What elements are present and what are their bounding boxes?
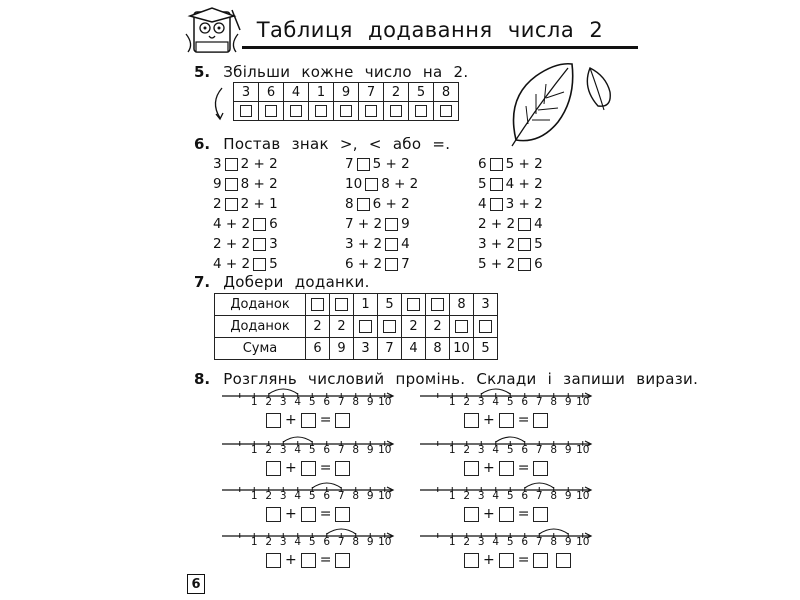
sum-box[interactable] <box>335 413 350 428</box>
addend-box[interactable] <box>464 553 479 568</box>
tick-label: 6 <box>323 536 331 548</box>
comparison-box[interactable] <box>490 198 503 211</box>
equals-sign: = <box>517 552 530 568</box>
page-number: 6 <box>187 574 205 594</box>
inequality-item <box>478 256 543 272</box>
tick-label: 8 <box>550 490 558 502</box>
addend-box[interactable] <box>464 413 479 428</box>
sum-box[interactable] <box>335 507 350 522</box>
tick-label: 1 <box>250 444 258 456</box>
answer-cell <box>309 102 334 121</box>
comparison-box[interactable] <box>365 178 378 191</box>
tick-label: 3 <box>477 444 485 456</box>
inequality-item <box>478 156 543 172</box>
answer-box[interactable] <box>407 298 420 311</box>
tick-label: 7 <box>535 444 543 456</box>
answer-cell <box>234 102 259 121</box>
page-title: Таблиця додавання числа 2 <box>256 18 604 42</box>
number-line <box>222 478 402 526</box>
number-cell: 6 <box>259 83 284 102</box>
sum-box[interactable] <box>335 461 350 476</box>
comparison-box[interactable] <box>490 158 503 171</box>
comparison-box[interactable] <box>225 198 238 211</box>
comparison-box[interactable] <box>385 258 398 271</box>
right-expression: 6 + 2 <box>372 196 410 212</box>
left-expression: 5 + 2 <box>478 256 516 272</box>
right-expression: 2 + 1 <box>240 196 278 212</box>
tick-label: 7 <box>535 396 543 408</box>
tick-label: 7 <box>337 536 345 548</box>
answer-box[interactable] <box>315 105 327 117</box>
inequality-item <box>345 216 410 232</box>
comparison-box[interactable] <box>357 158 370 171</box>
table-cell: 5 <box>474 338 498 360</box>
addend-box[interactable] <box>301 507 316 522</box>
answer-box[interactable] <box>365 105 377 117</box>
right-expression: 4 <box>401 236 410 252</box>
task-5-table <box>233 82 459 121</box>
inequality-item <box>345 156 410 172</box>
answer-box[interactable] <box>390 105 402 117</box>
number-cell: 1 <box>309 83 334 102</box>
tick-label: 2 <box>463 396 471 408</box>
plus-sign: + <box>285 460 297 476</box>
right-expression: 8 + 2 <box>240 176 278 192</box>
comparison-box[interactable] <box>490 178 503 191</box>
tick-label: 5 <box>308 444 316 456</box>
tick-label: 9 <box>366 444 374 456</box>
equals-sign: = <box>517 506 530 522</box>
tick-label: 1 <box>250 490 258 502</box>
tick-label: 2 <box>265 444 273 456</box>
equals-sign: = <box>517 460 530 476</box>
answer-box[interactable] <box>455 320 468 333</box>
small-leaf-illustration <box>582 64 616 112</box>
tick-label: 6 <box>323 444 331 456</box>
sum-box[interactable] <box>533 507 548 522</box>
comparison-box[interactable] <box>518 218 531 231</box>
large-leaf-illustration <box>506 58 578 148</box>
tick-label: 3 <box>279 396 287 408</box>
plus-sign: + <box>483 412 495 428</box>
tick-label: 2 <box>463 536 471 548</box>
tick-label: 3 <box>477 536 485 548</box>
inequality-item <box>345 256 410 272</box>
right-expression: 5 + 2 <box>372 156 410 172</box>
answer-box[interactable] <box>359 320 372 333</box>
answer-box[interactable] <box>340 105 352 117</box>
number-line <box>222 524 402 572</box>
tick-label: 4 <box>492 490 500 502</box>
tick-label: 5 <box>506 396 514 408</box>
comparison-box[interactable] <box>385 238 398 251</box>
tick-label: 9 <box>564 444 572 456</box>
addend-box[interactable] <box>499 461 514 476</box>
inequality-item <box>213 196 278 212</box>
tick-label: 5 <box>506 536 514 548</box>
task-number: 7. <box>194 273 211 291</box>
number-line <box>420 432 600 480</box>
expression-row <box>262 552 354 568</box>
addend-box[interactable] <box>464 507 479 522</box>
expression-row <box>460 412 552 428</box>
right-expression: 9 <box>401 216 410 232</box>
left-expression: 3 + 2 <box>478 236 516 252</box>
tick-label: 8 <box>550 444 558 456</box>
addend-box[interactable] <box>266 507 281 522</box>
left-expression: 2 <box>213 196 222 212</box>
tick-label: 5 <box>506 444 514 456</box>
tick-label: 10 <box>576 490 590 502</box>
right-expression: 5 + 2 <box>505 156 543 172</box>
addend-box[interactable] <box>301 553 316 568</box>
table-cell: 1 <box>354 294 378 316</box>
table-cell <box>306 294 330 316</box>
tick-label: 10 <box>576 536 590 548</box>
title-underline <box>242 46 638 49</box>
sum-box[interactable] <box>533 553 548 568</box>
answer-cell <box>259 102 284 121</box>
inequality-item <box>478 176 543 192</box>
left-expression: 6 + 2 <box>345 256 383 272</box>
plus-sign: + <box>285 412 297 428</box>
tick-label: 9 <box>366 490 374 502</box>
addend-box[interactable] <box>499 507 514 522</box>
inequality-item <box>213 216 278 232</box>
tick-label: 1 <box>448 444 456 456</box>
equals-sign: = <box>319 552 332 568</box>
comparison-box[interactable] <box>253 218 266 231</box>
left-expression: 4 + 2 <box>213 216 251 232</box>
answer-box[interactable] <box>311 298 324 311</box>
table-cell: 4 <box>402 338 426 360</box>
tick-label: 4 <box>294 396 302 408</box>
inequality-item <box>213 256 278 272</box>
table-cell: 2 <box>426 316 450 338</box>
inequality-item <box>345 196 410 212</box>
tick-label: 2 <box>265 536 273 548</box>
table-row <box>215 294 498 316</box>
answer-cell <box>409 102 434 121</box>
table-cell <box>426 294 450 316</box>
number-cell: 8 <box>434 83 459 102</box>
right-expression: 3 + 2 <box>505 196 543 212</box>
tick-label: 6 <box>521 536 529 548</box>
equals-sign: = <box>319 460 332 476</box>
answer-box[interactable] <box>383 320 396 333</box>
table-cell: 8 <box>450 294 474 316</box>
tick-label: 8 <box>352 444 360 456</box>
plus-sign: + <box>483 506 495 522</box>
inequality-item <box>478 216 543 232</box>
tick-label: 2 <box>265 490 273 502</box>
left-expression: 7 <box>345 156 354 172</box>
left-expression: 6 <box>478 156 487 172</box>
tick-label: 10 <box>576 444 590 456</box>
tick-label: 9 <box>564 536 572 548</box>
tick-label: 8 <box>352 536 360 548</box>
tick-label: 10 <box>378 536 392 548</box>
tick-label: 7 <box>535 490 543 502</box>
plus-sign: + <box>483 460 495 476</box>
answer-box[interactable] <box>240 105 252 117</box>
tick-label: 6 <box>521 396 529 408</box>
comparison-box[interactable] <box>225 178 238 191</box>
answer-box[interactable] <box>479 320 492 333</box>
right-expression: 7 <box>401 256 410 272</box>
right-expression: 4 <box>534 216 543 232</box>
tick-label: 4 <box>294 536 302 548</box>
row-label: Сума <box>215 338 306 360</box>
task-5-heading <box>194 62 468 81</box>
tick-label: 10 <box>378 490 392 502</box>
tick-label: 5 <box>506 490 514 502</box>
left-expression: 8 <box>345 196 354 212</box>
tick-label: 7 <box>337 490 345 502</box>
tick-label: 7 <box>535 536 543 548</box>
answer-box[interactable] <box>440 105 452 117</box>
answer-cell <box>434 102 459 121</box>
number-cell: 7 <box>359 83 384 102</box>
table-cell: 3 <box>474 294 498 316</box>
tick-label: 4 <box>294 444 302 456</box>
answer-cell <box>359 102 384 121</box>
number-line <box>420 478 600 526</box>
tick-label: 1 <box>448 536 456 548</box>
comparison-box[interactable] <box>518 238 531 251</box>
left-expression: 9 <box>213 176 222 192</box>
inequality-item <box>478 236 543 252</box>
left-expression: 3 <box>213 156 222 172</box>
tick-label: 9 <box>564 396 572 408</box>
tick-label: 7 <box>337 444 345 456</box>
tick-label: 9 <box>366 536 374 548</box>
number-cell: 5 <box>409 83 434 102</box>
tick-label: 3 <box>477 396 485 408</box>
tick-label: 4 <box>492 444 500 456</box>
sum-box[interactable] <box>533 461 548 476</box>
number-line <box>420 524 600 572</box>
table-row <box>215 338 498 360</box>
table-cell <box>474 316 498 338</box>
answer-cell <box>384 102 409 121</box>
table-cell: 2 <box>306 316 330 338</box>
task-instruction: Постав знак >, < або =. <box>223 135 451 153</box>
expression-row <box>262 412 354 428</box>
tick-label: 2 <box>463 444 471 456</box>
tick-label: 4 <box>294 490 302 502</box>
comparison-box[interactable] <box>385 218 398 231</box>
answer-cell <box>334 102 359 121</box>
number-cell: 3 <box>234 83 259 102</box>
answer-box[interactable] <box>415 105 427 117</box>
tick-label: 4 <box>492 396 500 408</box>
plus-sign: + <box>285 552 297 568</box>
left-expression: 2 + 2 <box>213 236 251 252</box>
right-expression: 6 <box>534 256 543 272</box>
table-cell <box>354 316 378 338</box>
tick-label: 10 <box>378 444 392 456</box>
comparison-box[interactable] <box>253 258 266 271</box>
task-number: 8. <box>194 370 211 388</box>
left-expression: 10 <box>345 176 363 192</box>
row-label: Доданок <box>215 316 306 338</box>
task-number: 6. <box>194 135 211 153</box>
addend-box[interactable] <box>301 461 316 476</box>
left-expression: 5 <box>478 176 487 192</box>
comparison-box[interactable] <box>518 258 531 271</box>
inequality-item <box>345 236 410 252</box>
task-7-heading <box>194 272 370 291</box>
tick-label: 8 <box>352 490 360 502</box>
tick-label: 1 <box>448 490 456 502</box>
equals-sign: = <box>319 506 332 522</box>
tick-label: 3 <box>279 490 287 502</box>
equals-sign: = <box>319 412 332 428</box>
comparison-box[interactable] <box>225 158 238 171</box>
number-line <box>222 384 402 432</box>
tick-label: 10 <box>378 396 392 408</box>
tick-label: 1 <box>250 536 258 548</box>
left-expression: 3 + 2 <box>345 236 383 252</box>
right-expression: 6 <box>269 216 278 232</box>
table-cell: 10 <box>450 338 474 360</box>
sum-box[interactable] <box>556 553 571 568</box>
table-cell <box>402 294 426 316</box>
table-cell: 6 <box>306 338 330 360</box>
addend-box[interactable] <box>266 413 281 428</box>
tick-label: 5 <box>308 536 316 548</box>
task-number: 5. <box>194 63 211 81</box>
equals-sign: = <box>517 412 530 428</box>
tick-label: 8 <box>352 396 360 408</box>
right-expression: 3 <box>269 236 278 252</box>
tick-label: 6 <box>521 490 529 502</box>
expression-row <box>262 460 354 476</box>
left-expression: 4 <box>478 196 487 212</box>
right-expression: 4 + 2 <box>505 176 543 192</box>
tick-label: 9 <box>564 490 572 502</box>
addend-box[interactable] <box>266 461 281 476</box>
tick-label: 3 <box>477 490 485 502</box>
task-instruction: Збільши кожне число на 2. <box>223 63 469 81</box>
task-instruction: Розглянь числовий промінь. Склади і запиши вирази. <box>223 370 699 388</box>
table-cell: 2 <box>402 316 426 338</box>
tick-label: 3 <box>279 444 287 456</box>
table-cell: 5 <box>378 294 402 316</box>
left-expression: 7 + 2 <box>345 216 383 232</box>
inequality-item <box>213 156 278 172</box>
plus-sign: + <box>285 506 297 522</box>
right-expression: 2 + 2 <box>240 156 278 172</box>
table-cell: 2 <box>330 316 354 338</box>
inequality-item <box>213 236 278 252</box>
tick-label: 7 <box>337 396 345 408</box>
tick-label: 6 <box>323 396 331 408</box>
table-cell: 8 <box>426 338 450 360</box>
plus-sign: + <box>483 552 495 568</box>
task-7-table <box>214 293 498 360</box>
tick-label: 6 <box>521 444 529 456</box>
addend-box[interactable] <box>499 413 514 428</box>
tick-label: 5 <box>308 490 316 502</box>
addend-box[interactable] <box>499 553 514 568</box>
table-cell <box>378 316 402 338</box>
expression-row <box>460 506 552 522</box>
task-6-heading <box>194 134 450 153</box>
expression-row <box>460 460 552 476</box>
addend-box[interactable] <box>266 553 281 568</box>
tick-label: 2 <box>265 396 273 408</box>
tick-label: 1 <box>448 396 456 408</box>
tick-label: 9 <box>366 396 374 408</box>
table-row <box>215 316 498 338</box>
number-cell: 4 <box>284 83 309 102</box>
left-expression: 4 + 2 <box>213 256 251 272</box>
left-expression: 2 + 2 <box>478 216 516 232</box>
curved-arrow-icon <box>208 84 228 124</box>
expression-row <box>460 552 575 568</box>
tick-label: 8 <box>550 396 558 408</box>
tick-label: 2 <box>463 490 471 502</box>
task-instruction: Добери доданки. <box>223 273 370 291</box>
inequality-item <box>345 176 418 192</box>
tick-label: 5 <box>308 396 316 408</box>
answer-box[interactable] <box>335 298 348 311</box>
right-expression: 5 <box>534 236 543 252</box>
table-cell <box>450 316 474 338</box>
right-expression: 8 + 2 <box>381 176 419 192</box>
table-cell: 9 <box>330 338 354 360</box>
addend-box[interactable] <box>301 413 316 428</box>
number-line <box>420 384 600 432</box>
expression-row <box>262 506 354 522</box>
inequality-item <box>478 196 543 212</box>
comparison-box[interactable] <box>253 238 266 251</box>
answer-cell <box>284 102 309 121</box>
tick-label: 8 <box>550 536 558 548</box>
table-cell: 3 <box>354 338 378 360</box>
answer-box[interactable] <box>431 298 444 311</box>
tick-label: 6 <box>323 490 331 502</box>
table-cell: 7 <box>378 338 402 360</box>
number-line <box>222 432 402 480</box>
inequality-item <box>213 176 278 192</box>
number-cell: 9 <box>334 83 359 102</box>
number-cell: 2 <box>384 83 409 102</box>
answer-box[interactable] <box>290 105 302 117</box>
tick-label: 4 <box>492 536 500 548</box>
tick-label: 3 <box>279 536 287 548</box>
right-expression: 5 <box>269 256 278 272</box>
row-label: Доданок <box>215 294 306 316</box>
sum-box[interactable] <box>533 413 548 428</box>
tick-label: 10 <box>576 396 590 408</box>
answer-box[interactable] <box>265 105 277 117</box>
comparison-box[interactable] <box>357 198 370 211</box>
table-cell <box>330 294 354 316</box>
addend-box[interactable] <box>464 461 479 476</box>
tick-label: 1 <box>250 396 258 408</box>
sum-box[interactable] <box>335 553 350 568</box>
